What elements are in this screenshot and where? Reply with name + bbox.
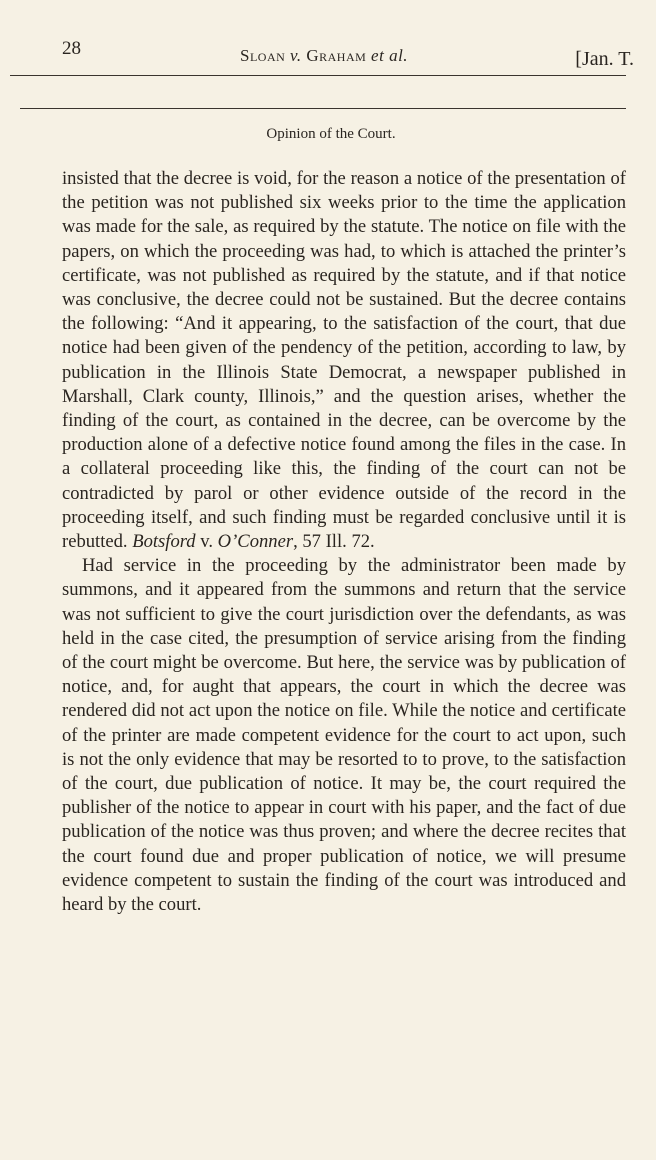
case-title-prefix: Sloan xyxy=(240,46,286,65)
citation-versus: v. xyxy=(200,531,214,553)
citation-party: O’Conner xyxy=(217,531,294,553)
paragraph-1-text: insisted that the decree is void, for the reason a notice of the presentation of the petition was not published six weeks prior to the time the application was made for the sale, as required by the statute. The notice on file with the papers, on which the proceeding was had, to which is attached the printer’s certificate, was not published as required by the statute, and if that notice was conclusive, the decree could not be sustained. But the decree contains the following: “And it appearing, to the satisfaction of the court, that due notice had been given of the pendency of the petition, according to law, by publication in the Illinois State Democrat, a newspaper published in Marshall, Clark county, Illinois,” and the question arises, whether the finding of the court, as contained in the decree, can be overcome by the production alone of a defective notice found among the files in the case. In a collateral proceeding like this, the finding of the court can not be contradicted by parol or other evidence outside of the record in the proceeding itself, and such finding must be regarded conclusive until it is rebutted. xyxy=(62,168,626,553)
case-title-etal: et al. xyxy=(371,46,409,65)
term-label: [Jan. T. xyxy=(575,48,634,70)
citation-name: Botsford xyxy=(132,531,196,553)
running-head xyxy=(28,38,634,76)
opinion-text xyxy=(28,167,634,917)
header-rule-bottom xyxy=(20,108,626,109)
paragraph-1 xyxy=(62,167,626,554)
page-number: 28 xyxy=(62,38,81,59)
citation-reference: , 57 Ill. 72. xyxy=(293,531,375,553)
paragraph-2: Had service in the proceeding by the administrator been made by summons, and it appeared from the summons and return that the service was not sufficient to give the court jurisdiction over the defendants, as was held in the case cited, the presumption of service arising from the finding of the court might be overcome. But here, the service was by publication of notice, and, for aught that appears, the court in which the decree was rendered did not act upon the notice on file. While the notice and certificate of the printer are made competent evidence for the court to act upon, such is not the only evidence that may be resorted to to prove, to the satisfaction of the court, due publication of notice. It may be, the court required the publisher of the notice to appear in court with his paper, and the fact of due publication of the notice was thus proven; and where the decree recites that the court found due and proper publication of notice, we will presume evidence competent to sustain the finding of the court was introduced and heard by the court. xyxy=(62,555,626,916)
case-title xyxy=(240,46,408,66)
header-rule-top xyxy=(10,75,626,76)
section-heading: Opinion of the Court. xyxy=(266,126,396,142)
case-title-suffix: Graham xyxy=(306,46,367,65)
case-title-versus: v. xyxy=(290,46,302,65)
